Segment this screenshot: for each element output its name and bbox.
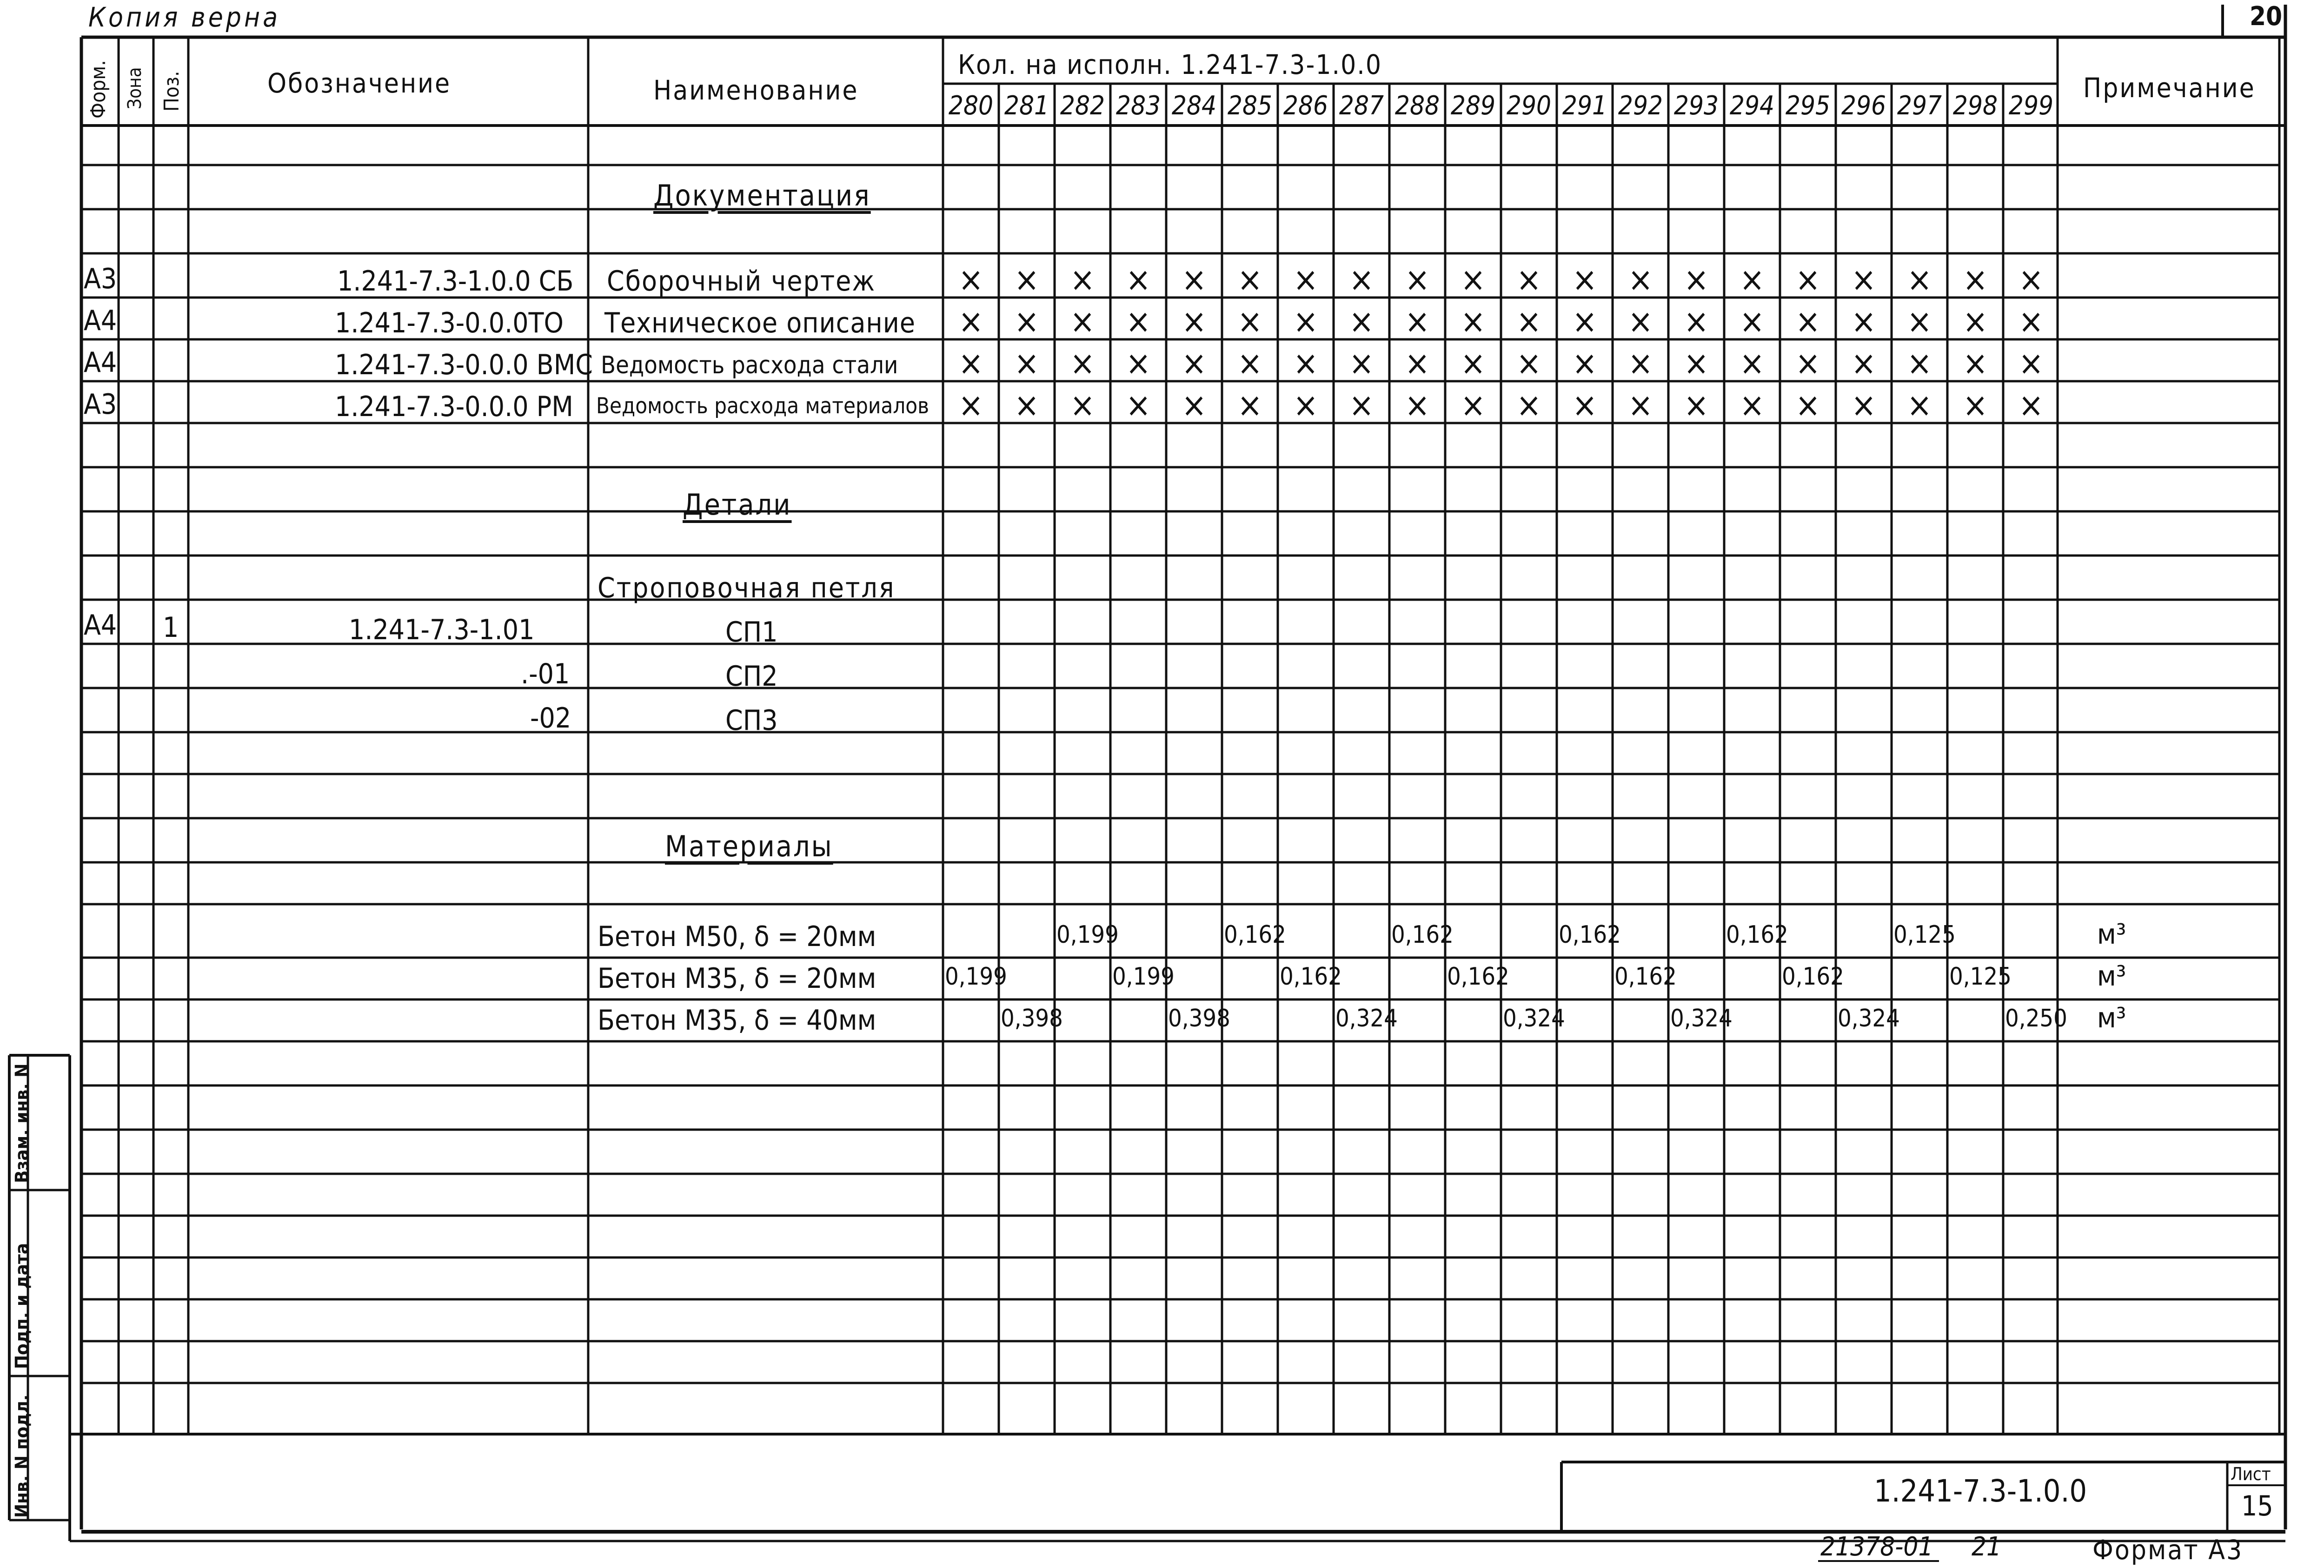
- doc-mark-4-297: ×: [1906, 385, 1932, 424]
- header-format: Форм.: [86, 60, 110, 119]
- doc-mark-1-296: ×: [1851, 260, 1877, 299]
- doc-mark-2-284: ×: [1181, 302, 1207, 341]
- doc-row-1-format: А3: [84, 263, 117, 295]
- title-block-sheet-label: Лист: [2231, 1464, 2271, 1484]
- doc-mark-2-288: ×: [1404, 302, 1430, 341]
- doc-mark-4-299: ×: [2018, 385, 2044, 424]
- doc-row-1-name: Сборочный чертеж: [607, 265, 876, 298]
- doc-mark-3-282: ×: [1069, 344, 1096, 383]
- doc-row-3-name: Ведомость расхода стали: [601, 351, 898, 379]
- doc-mark-2-298: ×: [1962, 302, 1988, 341]
- sheet-corner-number: 20: [2250, 1, 2283, 32]
- copy-stamp: Копия верна: [88, 1, 281, 33]
- doc-mark-1-289: ×: [1460, 260, 1486, 299]
- doc-mark-1-297: ×: [1906, 260, 1932, 299]
- material-3-value-284: 0,398: [1168, 1005, 1230, 1032]
- doc-mark-1-292: ×: [1627, 260, 1653, 299]
- doc-mark-4-292: ×: [1627, 385, 1653, 424]
- doc-mark-4-282: ×: [1069, 385, 1096, 424]
- material-2-value-295: 0,162: [1782, 963, 1844, 991]
- doc-mark-3-285: ×: [1237, 344, 1263, 383]
- doc-mark-3-293: ×: [1683, 344, 1709, 383]
- col-header-282: 282: [1060, 91, 1105, 121]
- doc-mark-4-285: ×: [1237, 385, 1263, 424]
- material-3-value-293: 0,324: [1670, 1005, 1733, 1032]
- doc-mark-3-284: ×: [1181, 344, 1207, 383]
- material-1-value-282: 0,199: [1056, 921, 1119, 949]
- doc-mark-4-283: ×: [1125, 385, 1151, 424]
- material-3-value-281: 0,398: [1001, 1005, 1063, 1032]
- detail-row-1-format: А4: [84, 609, 117, 642]
- section-details-title: Детали: [683, 488, 792, 522]
- doc-mark-2-292: ×: [1627, 302, 1653, 341]
- doc-mark-1-298: ×: [1962, 260, 1988, 299]
- doc-mark-2-281: ×: [1014, 302, 1040, 341]
- doc-row-3-format: А4: [84, 346, 117, 379]
- doc-mark-1-291: ×: [1572, 260, 1598, 299]
- detail-row-3-name: СП3: [725, 704, 778, 737]
- col-header-291: 291: [1562, 91, 1607, 121]
- material-row-1-unit: м³: [2097, 918, 2126, 951]
- doc-mark-1-284: ×: [1181, 260, 1207, 299]
- doc-mark-3-292: ×: [1627, 344, 1653, 383]
- doc-mark-3-283: ×: [1125, 344, 1151, 383]
- material-1-value-297: 0,125: [1893, 921, 1956, 949]
- material-row-3-unit: м³: [2097, 1002, 2126, 1034]
- col-header-289: 289: [1450, 91, 1496, 121]
- doc-mark-4-293: ×: [1683, 385, 1709, 424]
- detail-row-1-designation: 1.241-7.3-1.01: [349, 614, 535, 646]
- footer-archive-number: 21378-01: [1820, 1532, 1933, 1562]
- col-header-290: 290: [1506, 91, 1552, 121]
- section-documentation-title: Документация: [653, 179, 871, 212]
- header-zone: Зона: [124, 67, 146, 109]
- doc-mark-2-282: ×: [1069, 302, 1096, 341]
- doc-mark-1-293: ×: [1683, 260, 1709, 299]
- doc-mark-3-281: ×: [1014, 344, 1040, 383]
- doc-mark-1-294: ×: [1739, 260, 1765, 299]
- doc-mark-2-286: ×: [1293, 302, 1319, 341]
- material-2-value-289: 0,162: [1447, 963, 1509, 991]
- doc-mark-4-289: ×: [1460, 385, 1486, 424]
- material-2-value-283: 0,199: [1112, 963, 1175, 991]
- col-header-284: 284: [1171, 91, 1217, 121]
- material-row-3-name: Бетон М35, δ = 40мм: [598, 1004, 876, 1037]
- section-materials-title: Материалы: [665, 829, 833, 863]
- doc-mark-4-298: ×: [1962, 385, 1988, 424]
- col-header-280: 280: [948, 91, 994, 121]
- col-header-287: 287: [1339, 91, 1384, 121]
- detail-row-1-position: 1: [163, 611, 179, 644]
- doc-row-2-designation: 1.241-7.3-0.0.0ТО: [335, 307, 564, 339]
- material-3-value-290: 0,324: [1503, 1005, 1565, 1032]
- material-row-2-name: Бетон М35, δ = 20мм: [598, 962, 876, 995]
- doc-mark-2-299: ×: [2018, 302, 2044, 341]
- material-1-value-294: 0,162: [1726, 921, 1788, 949]
- col-header-299: 299: [2008, 91, 2054, 121]
- doc-mark-4-280: ×: [958, 385, 984, 424]
- doc-row-4-format: А3: [84, 388, 117, 421]
- material-row-1-name: Бетон М50, δ = 20мм: [598, 920, 876, 953]
- material-1-value-285: 0,162: [1224, 921, 1286, 949]
- col-header-295: 295: [1785, 91, 1831, 121]
- material-2-value-292: 0,162: [1614, 963, 1677, 991]
- doc-mark-3-280: ×: [958, 344, 984, 383]
- material-row-2-unit: м³: [2097, 960, 2126, 992]
- doc-mark-4-281: ×: [1014, 385, 1040, 424]
- material-1-value-288: 0,162: [1391, 921, 1454, 949]
- doc-mark-1-299: ×: [2018, 260, 2044, 299]
- doc-mark-4-284: ×: [1181, 385, 1207, 424]
- doc-mark-2-290: ×: [1516, 302, 1542, 341]
- doc-mark-4-294: ×: [1739, 385, 1765, 424]
- doc-mark-2-280: ×: [958, 302, 984, 341]
- col-header-293: 293: [1673, 91, 1719, 121]
- doc-mark-4-288: ×: [1404, 385, 1430, 424]
- doc-mark-3-288: ×: [1404, 344, 1430, 383]
- doc-mark-4-287: ×: [1348, 385, 1374, 424]
- header-note: Примечание: [2083, 72, 2256, 104]
- doc-mark-3-296: ×: [1851, 344, 1877, 383]
- doc-mark-3-297: ×: [1906, 344, 1932, 383]
- doc-mark-1-280: ×: [958, 260, 984, 299]
- col-header-292: 292: [1618, 91, 1663, 121]
- col-header-286: 286: [1283, 91, 1328, 121]
- material-3-value-299: 0,250: [2005, 1005, 2067, 1032]
- header-qty-group: Кол. на исполн. 1.241-7.3-1.0.0: [958, 49, 1382, 80]
- material-3-value-296: 0,324: [1838, 1005, 1900, 1032]
- detail-row-1-name: СП1: [725, 616, 778, 648]
- title-block-sheet-number: 15: [2241, 1490, 2273, 1522]
- detail-row-2-name: СП2: [725, 660, 778, 693]
- material-2-value-298: 0,125: [1949, 963, 2012, 991]
- col-header-281: 281: [1004, 91, 1049, 121]
- material-3-value-287: 0,324: [1335, 1005, 1398, 1032]
- doc-mark-4-296: ×: [1851, 385, 1877, 424]
- doc-mark-4-291: ×: [1572, 385, 1598, 424]
- doc-mark-2-296: ×: [1851, 302, 1877, 341]
- doc-mark-2-293: ×: [1683, 302, 1709, 341]
- doc-mark-2-291: ×: [1572, 302, 1598, 341]
- doc-mark-1-281: ×: [1014, 260, 1040, 299]
- footer-format: Формат А3: [2092, 1534, 2244, 1566]
- doc-mark-3-299: ×: [2018, 344, 2044, 383]
- doc-mark-1-288: ×: [1404, 260, 1430, 299]
- doc-row-3-designation: 1.241-7.3-0.0.0 ВМС: [335, 349, 593, 381]
- doc-mark-4-286: ×: [1293, 385, 1319, 424]
- doc-mark-4-295: ×: [1795, 385, 1821, 424]
- col-header-297: 297: [1897, 91, 1942, 121]
- doc-row-4-name: Ведомость расхода материалов: [596, 393, 930, 419]
- doc-mark-3-290: ×: [1516, 344, 1542, 383]
- doc-mark-2-289: ×: [1460, 302, 1486, 341]
- title-block-document-code: 1.241-7.3-1.0.0: [1874, 1473, 2087, 1509]
- side-stamp-inv-orig: Инв. N подл.: [12, 1394, 33, 1518]
- col-header-296: 296: [1841, 91, 1886, 121]
- doc-mark-1-295: ×: [1795, 260, 1821, 299]
- header-name: Наименование: [653, 74, 859, 106]
- doc-mark-1-283: ×: [1125, 260, 1151, 299]
- material-2-value-280: 0,199: [945, 963, 1007, 991]
- doc-mark-3-286: ×: [1293, 344, 1319, 383]
- doc-mark-1-282: ×: [1069, 260, 1096, 299]
- doc-mark-3-291: ×: [1572, 344, 1598, 383]
- doc-mark-3-287: ×: [1348, 344, 1374, 383]
- detail-row-3-designation: -02: [530, 702, 571, 734]
- col-header-298: 298: [1952, 91, 1998, 121]
- header-position: Поз.: [160, 71, 184, 112]
- doc-mark-2-287: ×: [1348, 302, 1374, 341]
- material-1-value-291: 0,162: [1559, 921, 1621, 949]
- doc-mark-3-298: ×: [1962, 344, 1988, 383]
- doc-mark-1-287: ×: [1348, 260, 1374, 299]
- doc-mark-3-295: ×: [1795, 344, 1821, 383]
- doc-mark-4-290: ×: [1516, 385, 1542, 424]
- doc-mark-2-294: ×: [1739, 302, 1765, 341]
- doc-mark-1-285: ×: [1237, 260, 1263, 299]
- doc-mark-2-295: ×: [1795, 302, 1821, 341]
- header-designation: Обозначение: [267, 67, 452, 99]
- doc-row-4-designation: 1.241-7.3-0.0.0 РМ: [335, 390, 573, 423]
- material-2-value-286: 0,162: [1280, 963, 1342, 991]
- doc-mark-2-285: ×: [1237, 302, 1263, 341]
- doc-mark-2-297: ×: [1906, 302, 1932, 341]
- doc-mark-1-286: ×: [1293, 260, 1319, 299]
- side-stamp-sign-date: Подп. и дата: [12, 1243, 33, 1369]
- doc-row-2-name: Техническое описание: [604, 307, 916, 339]
- doc-mark-2-283: ×: [1125, 302, 1151, 341]
- doc-row-2-format: А4: [84, 304, 117, 337]
- col-header-288: 288: [1394, 91, 1440, 121]
- details-group-name: Строповочная петля: [598, 572, 896, 604]
- doc-mark-1-290: ×: [1516, 260, 1542, 299]
- doc-mark-3-289: ×: [1460, 344, 1486, 383]
- doc-row-1-designation: 1.241-7.3-1.0.0 СБ: [337, 265, 574, 298]
- col-header-294: 294: [1729, 91, 1775, 121]
- doc-mark-3-294: ×: [1739, 344, 1765, 383]
- col-header-285: 285: [1227, 91, 1273, 121]
- detail-row-2-designation: .-01: [521, 658, 570, 690]
- footer-page: 21: [1972, 1532, 2002, 1562]
- col-header-283: 283: [1116, 91, 1161, 121]
- side-stamp-replaced-inv: Взам. инв. N: [12, 1063, 33, 1183]
